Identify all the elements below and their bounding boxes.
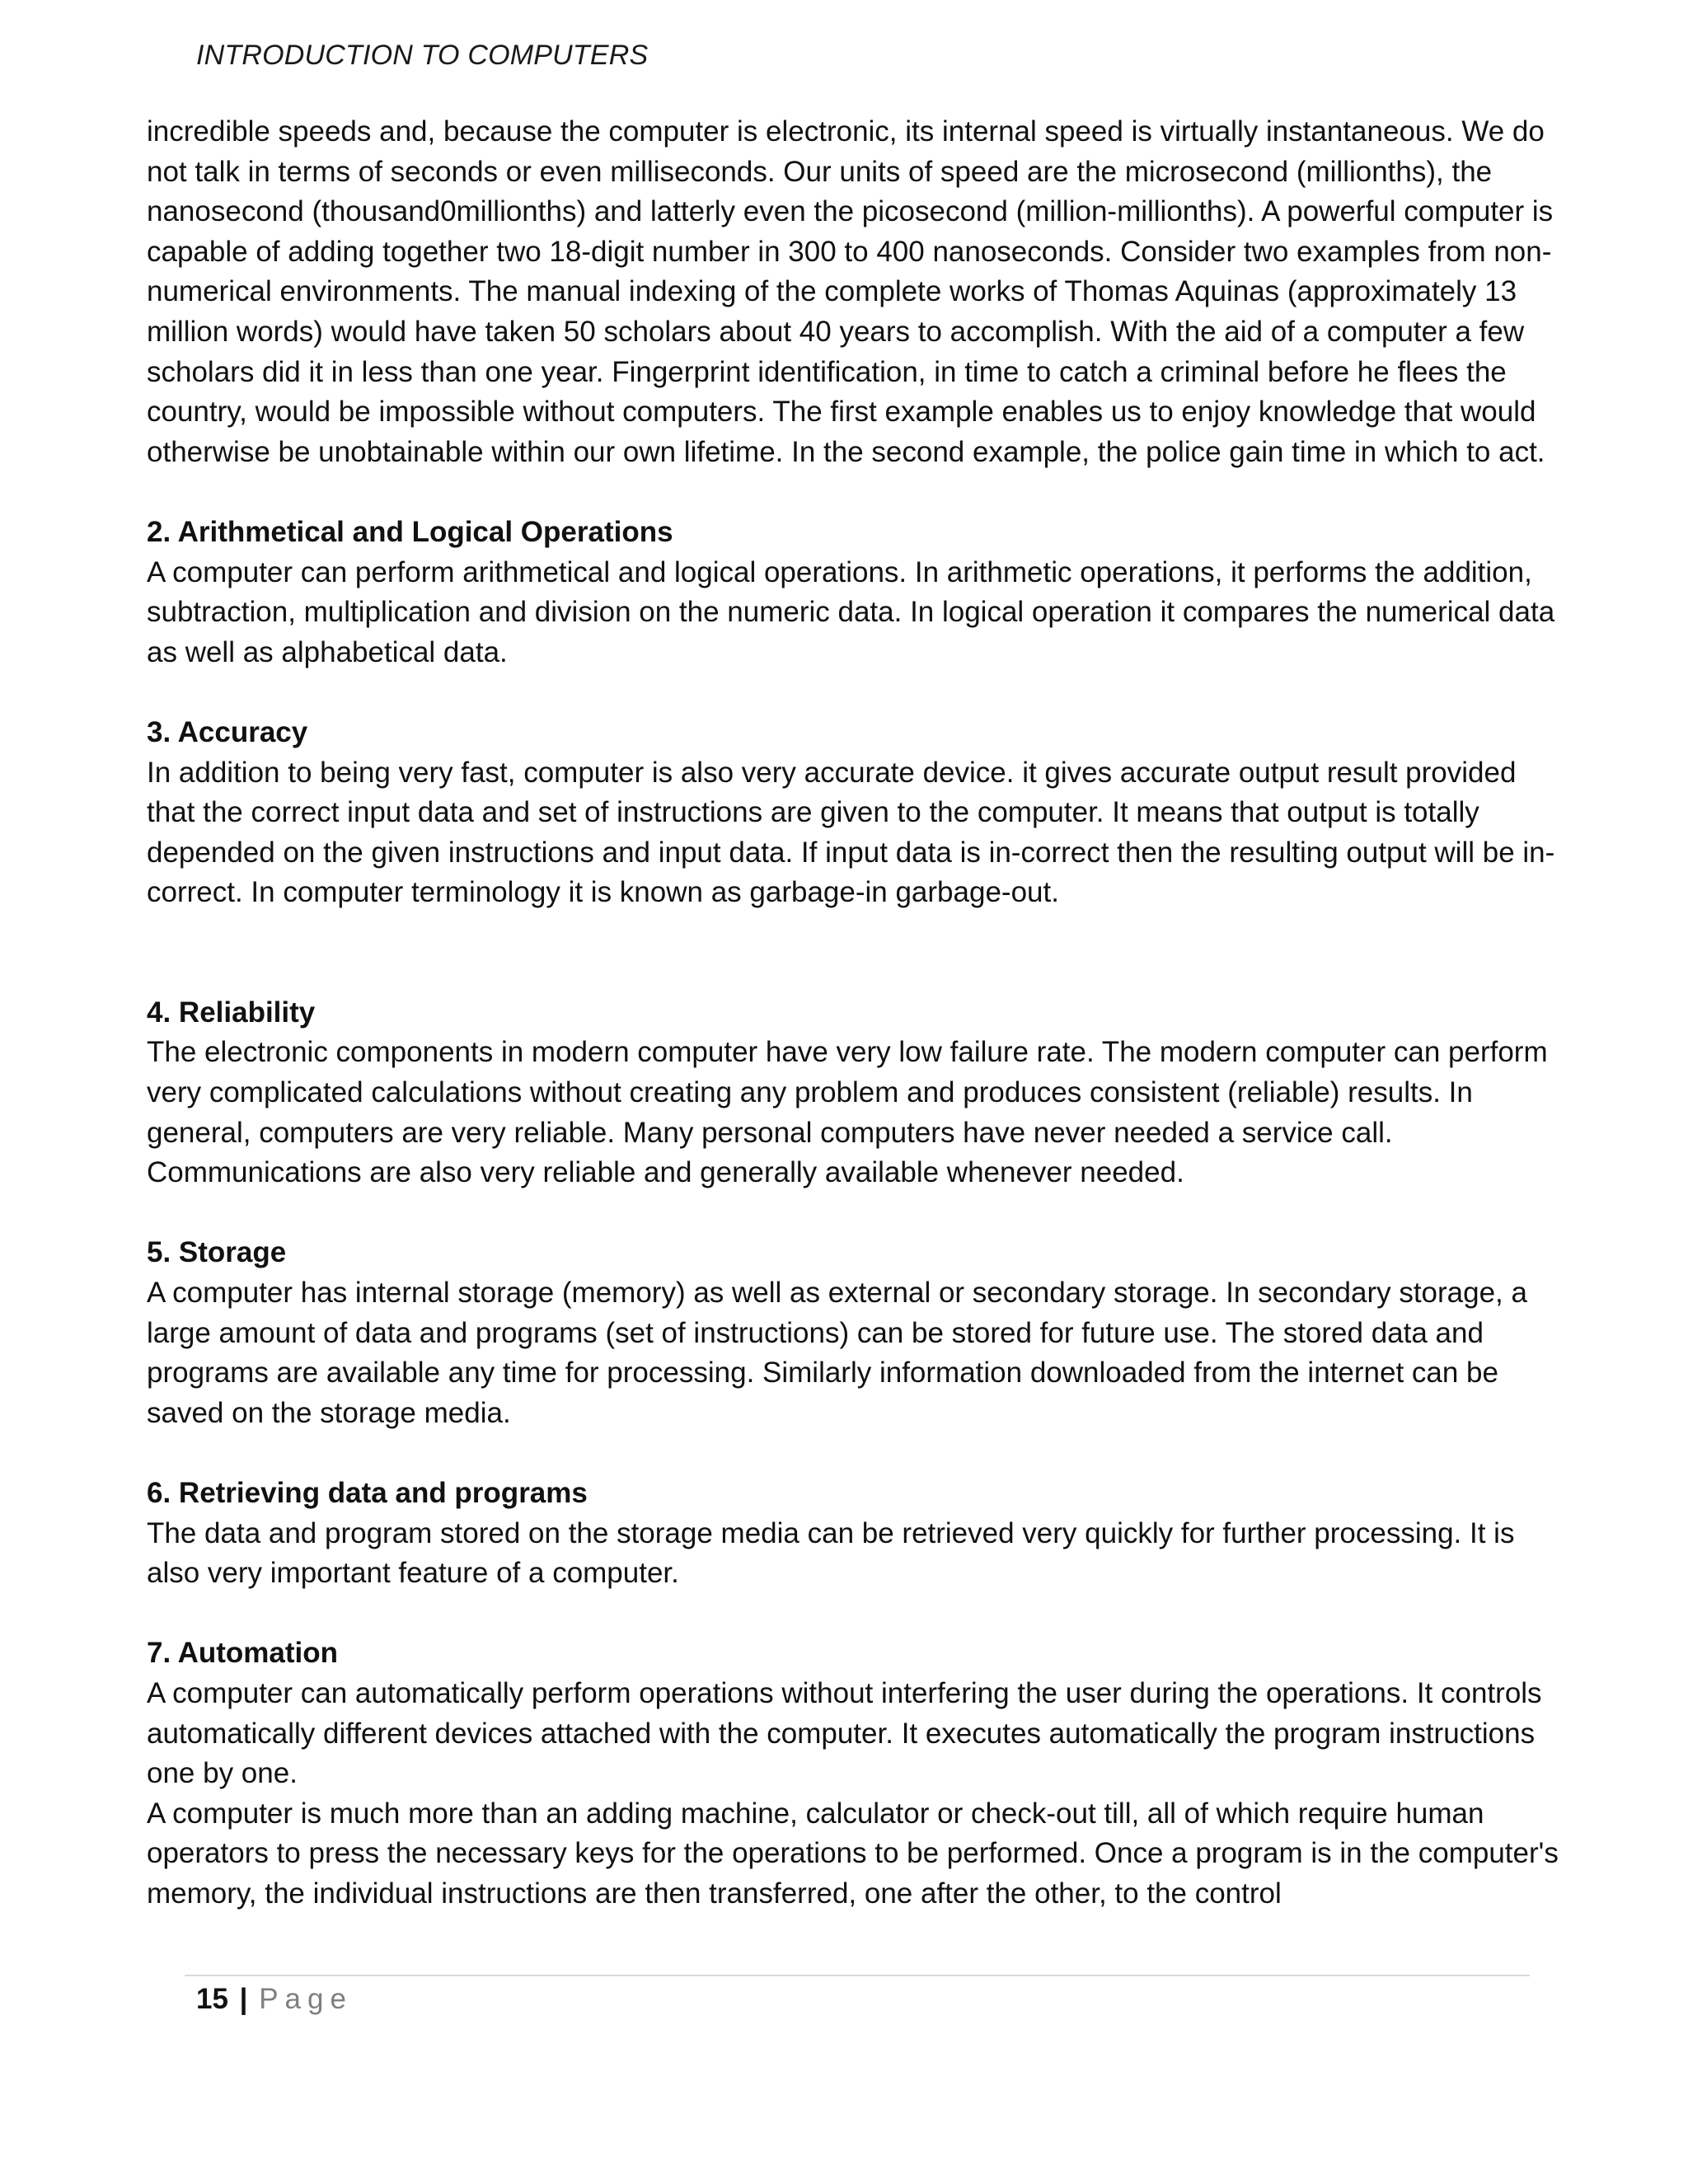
section-retrieving <box>147 1474 1564 1594</box>
section-arithmetical-logical <box>147 513 1564 673</box>
section-heading: 5. Storage <box>147 1236 287 1269</box>
section-reliability <box>147 993 1564 1193</box>
section-accuracy <box>147 713 1564 913</box>
section-paragraph: In addition to being very fast, computer is also very accurate device. it gives accurate output result provided that the correct input data and set of instructions are given to the computer. It means that output is totally depended on the given instructions and input data. If input data is in-correct then the resulting output will be in-correct. In computer terminology it is known as garbage-in garbage-out. <box>147 756 1555 909</box>
section-paragraph: A computer has internal storage (memory) as well as external or secondary storage. In secondary storage, a large amount of data and programs (set of instructions) can be stored for future use. The stored data and programs are available any time for processing. Similarly information downloaded from the internet can be saved on the storage media. <box>147 1277 1527 1429</box>
running-header: INTRODUCTION TO COMPUTERS <box>196 40 649 71</box>
section-storage <box>147 1233 1564 1433</box>
section-paragraph: A computer is much more than an adding machine, calculator or check-out till, all of which require human operators to press the necessary keys for the operations to be performed. Once a program is in the computer's memory, the individual instructions are then transferred, one after the other, to the control <box>147 1797 1559 1910</box>
page-number: 15 <box>196 1983 228 2015</box>
footer-divider <box>185 1975 1530 1976</box>
section-automation <box>147 1633 1564 1914</box>
page-label: Page <box>259 1983 353 2015</box>
page-separator: | <box>239 1983 248 2015</box>
section-heading: 6. Retrieving data and programs <box>147 1477 588 1509</box>
section-paragraph: The electronic components in modern computer have very low failure rate. The modern computer can perform very complicated calculations without creating any problem and produces consistent (reliable) results. In general, computers are very reliable. Many personal computers have never needed a service call. Communications are also very reliable and generally available whenever needed. <box>147 1036 1548 1189</box>
section-paragraph: A computer can automatically perform operations without interfering the user during the operations. It controls automatically different devices attached with the computer. It executes automatically the program instructions one by one. <box>147 1676 1542 1790</box>
page-footer <box>196 1980 353 2019</box>
intro-paragraph: incredible speeds and, because the computer is electronic, its internal speed is virtually instantaneous. We do not talk in terms of seconds or even milliseconds. Our units of speed are the microsecond (millionths), the nanosecond (thousand0millionths) and latterly even the picosecond (million-millionths). A powerful computer is capable of adding together two 18-digit number in 300 to 400 nanoseconds. Consider two examples from non-numerical environments. The manual indexing of the complete works of Thomas Aquinas (approximately 13 million words) would have taken 50 scholars about 40 years to accomplish. With the aid of a computer a few scholars did it in less than one year. Fingerprint identification, in time to catch a criminal before he flees the country, would be impossible without computers. The first example enables us to enjoy knowledge that would otherwise be unobtainable within our own lifetime. In the second example, the police gain time in which to act. <box>147 115 1554 468</box>
section-heading: 3. Accuracy <box>147 715 308 748</box>
section-paragraph: A computer can perform arithmetical and logical operations. In arithmetic operations, it performs the addition, subtraction, multiplication and division on the numeric data. In logical operation it compares the numerical data as well as alphabetical data. <box>147 555 1555 668</box>
document-body <box>147 112 1564 1915</box>
section-heading: 7. Automation <box>147 1637 339 1670</box>
section-heading: 2. Arithmetical and Logical Operations <box>147 515 673 548</box>
section-heading: 4. Reliability <box>147 996 316 1029</box>
section-paragraph: The data and program stored on the storage media can be retrieved very quickly for further processing. It is also very important feature of a computer. <box>147 1516 1515 1590</box>
